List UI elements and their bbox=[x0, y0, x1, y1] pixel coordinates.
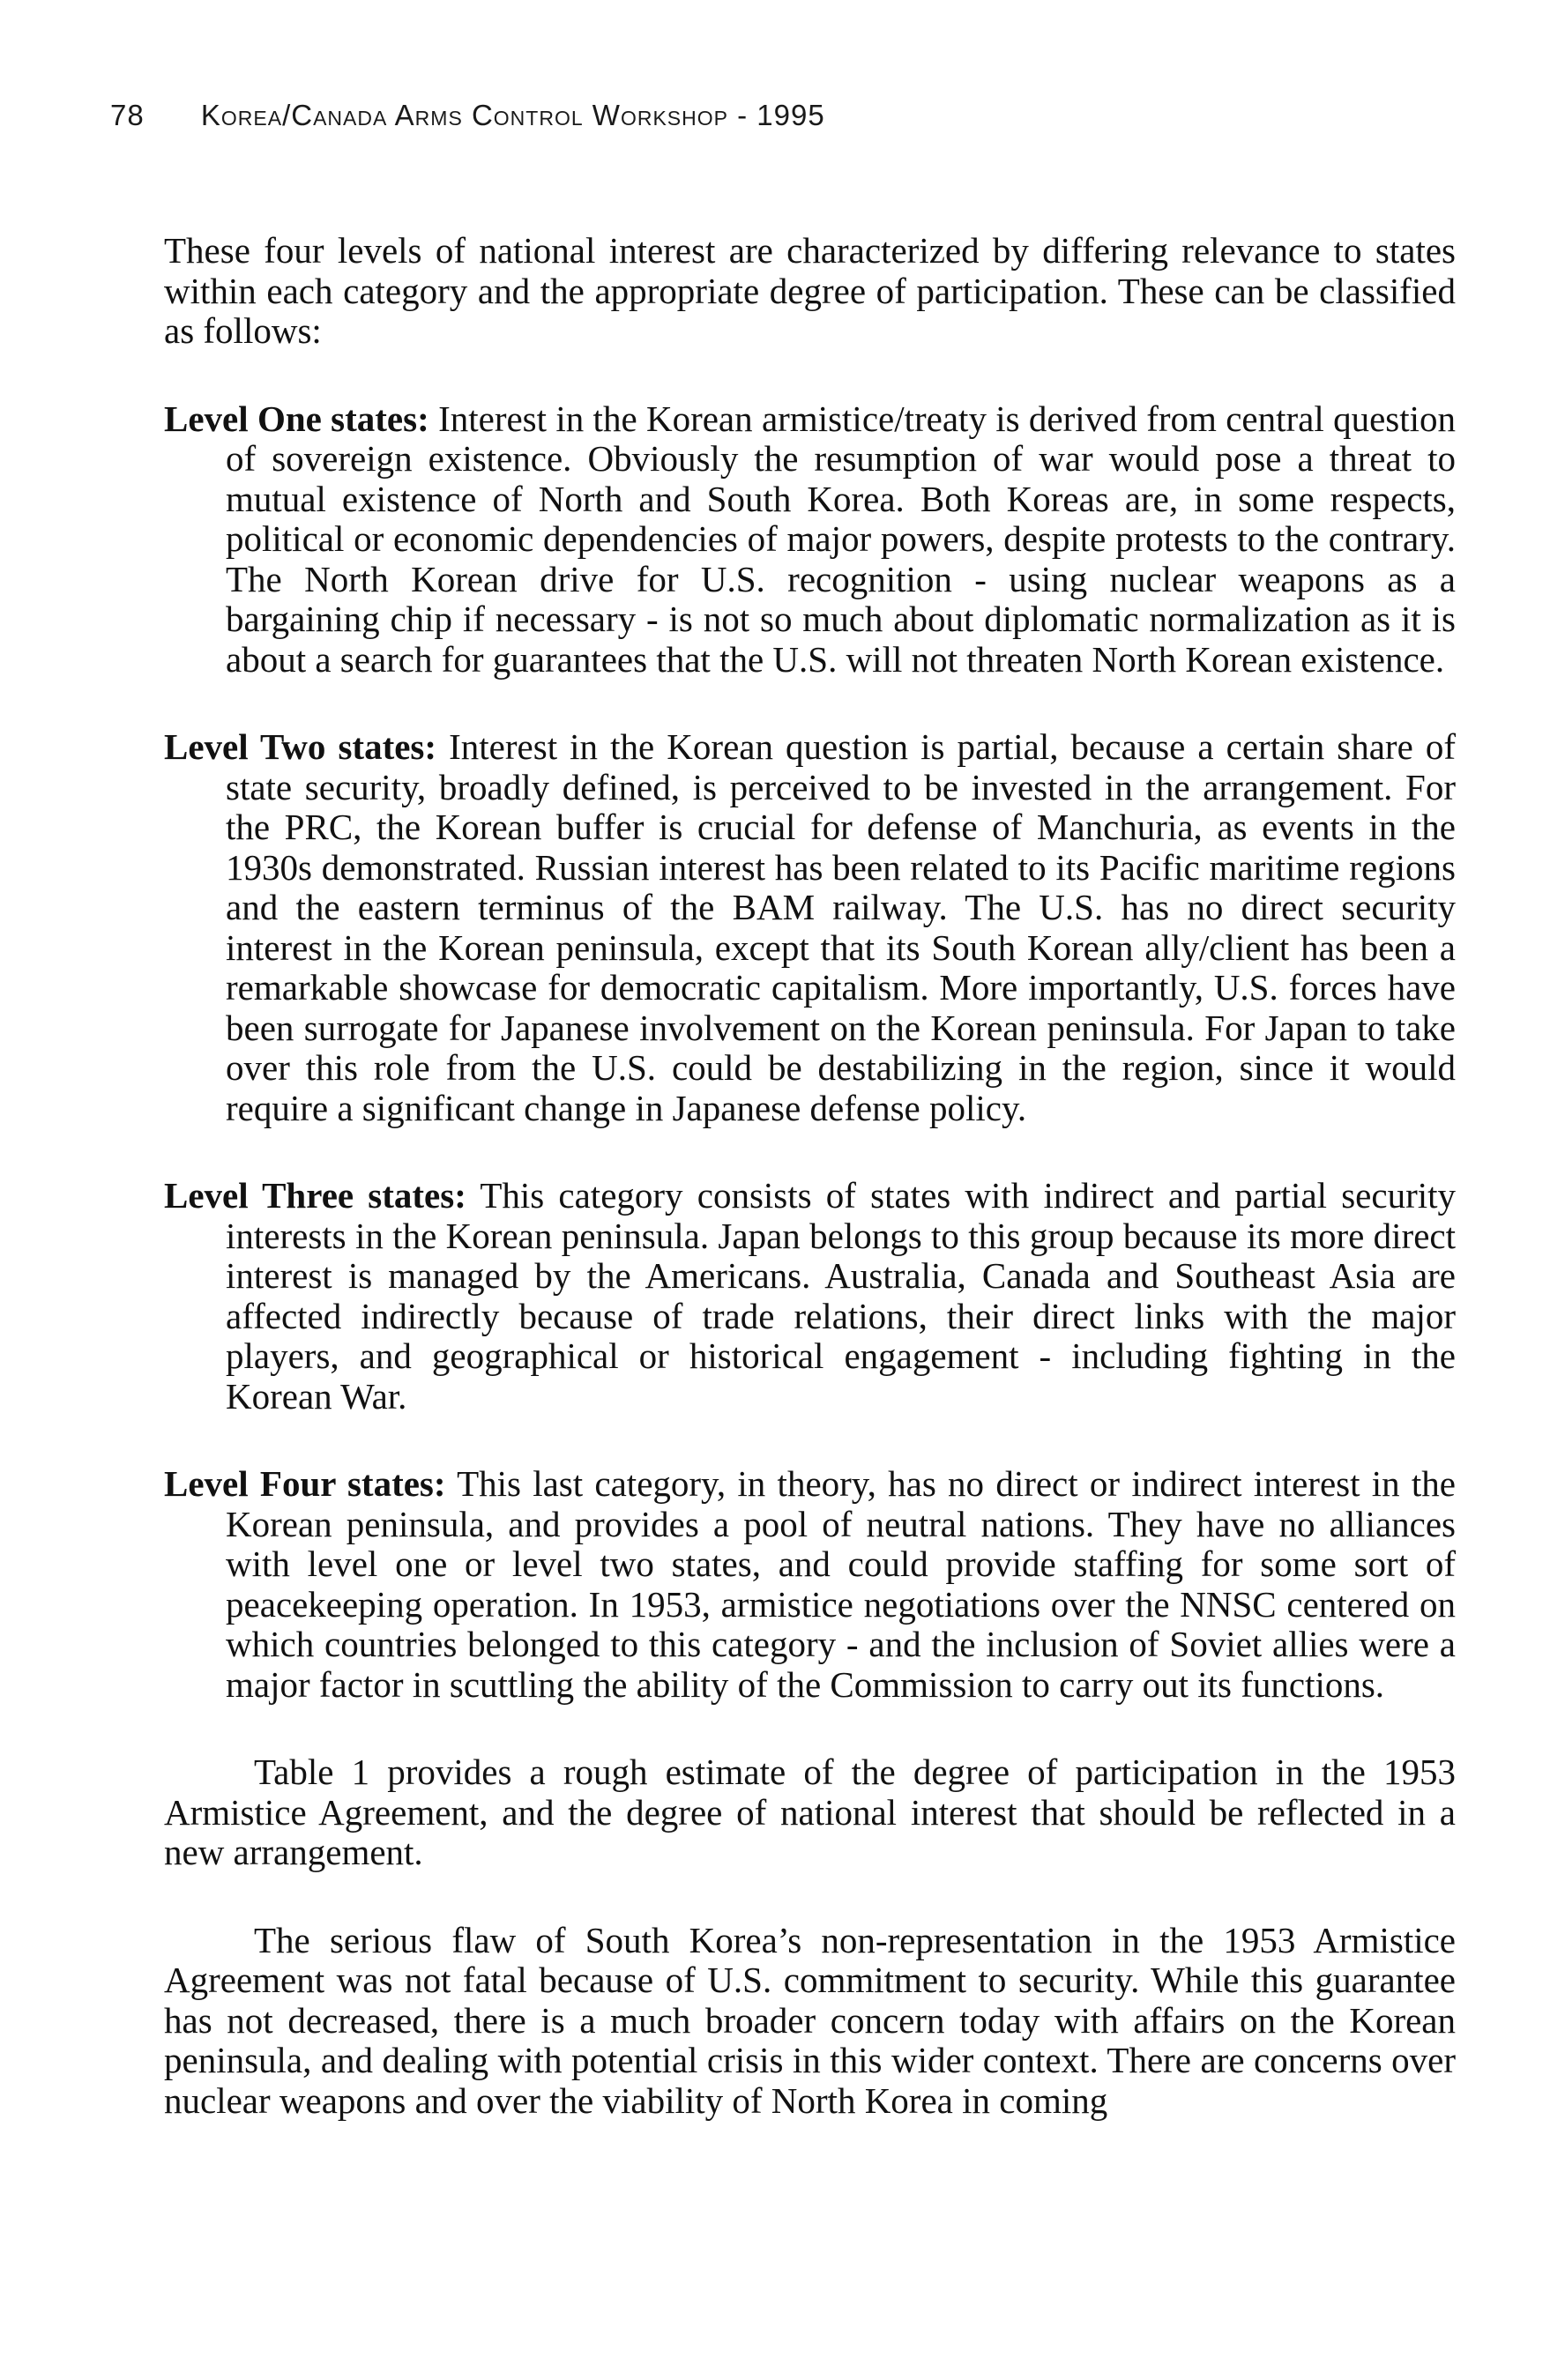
page-number: 78 bbox=[110, 99, 145, 131]
running-header bbox=[110, 99, 825, 132]
level-one-paragraph bbox=[164, 399, 1456, 681]
level-three-label: Level Three states: bbox=[164, 1175, 466, 1216]
table-reference-paragraph: Table 1 provides a rough estimate of the degree of participation in the 1953 Armistice Agreement, and the degree of national interest that should be reflected in a new arrangement. bbox=[164, 1752, 1456, 1872]
level-four-paragraph bbox=[164, 1464, 1456, 1705]
level-one-text: Interest in the Korean armistice/treaty is derived from central question of sovereign existence. Obviously the resumption of war would pose a threat to mutual existence of North and South Korea. Both Koreas are, in some respects, political or economic dependencies of major powers, despite protests to the contrary. The North Korean drive for U.S. recognition - using nuclear weapons as a bargaining chip if necessary - is not so much about diplomatic normalization as it is about a search for guarantees that the U.S. will not threaten North Korean existence. bbox=[226, 398, 1457, 680]
level-three-paragraph bbox=[164, 1176, 1456, 1417]
body-text bbox=[164, 231, 1456, 2121]
level-four-label: Level Four states: bbox=[164, 1463, 446, 1504]
running-title: Korea/Canada Arms Control Workshop - 1995 bbox=[200, 99, 825, 131]
closing-paragraph: The serious flaw of South Korea’s non-representation in the 1953 Armistice Agreement was not fatal because of U.S. commitment to security. While this guarantee has not decreased, there is a much broader concern today with affairs on the Korean peninsula, and dealing with potential crisis in this wider context. There are concerns over nuclear weapons and over the viability of North Korea in coming bbox=[164, 1919, 1456, 2121]
level-one-label: Level One states: bbox=[164, 398, 429, 439]
level-three-text: This category consists of states with indirect and partial security interests in the Korean peninsula. Japan belongs to this group because its more direct interest is managed by the Americans. Australia, Canada and Southeast Asia are affected indirectly because of trade relations, their direct links with the major players, and geographical or historical engagement - including fighting in the Korean War. bbox=[226, 1175, 1457, 1417]
level-two-paragraph bbox=[164, 727, 1456, 1128]
level-two-text: Interest in the Korean question is partial, because a certain share of state security, broadly defined, is perceived to be invested in the arrangement. For the PRC, the Korean buffer is crucial for defense of Manchuria, as events in the 1930s demonstrated. Russian interest has been related to its Pacific maritime regions and the eastern terminus of the BAM railway. The U.S. has no direct security interest in the Korean peninsula, except that its South Korean ally/client has been a remarkable showcase for democratic capitalism. More importantly, U.S. forces have been surrogate for Japanese involvement on the Korean peninsula. For Japan to take over this role from the U.S. could be destabilizing in the region, since it would require a significant change in Japanese defense policy. bbox=[226, 726, 1457, 1128]
level-four-text: This last category, in theory, has no direct or indirect interest in the Korean peninsula, and provides a pool of neutral nations. They have no alliances with level one or level two states, and could provide staffing for some sort of peacekeeping operation. In 1953, armistice negotiations over the NNSC centered on which countries belonged to this category - and the inclusion of Soviet allies were a major factor in scuttling the ability of the Commission to carry out its functions. bbox=[226, 1463, 1456, 1705]
intro-paragraph: These four levels of national interest are characterized by differing relevance to states within each category and the appropriate degree of participation. These can be classified as follows: bbox=[164, 230, 1456, 351]
level-two-label: Level Two states: bbox=[164, 726, 437, 767]
